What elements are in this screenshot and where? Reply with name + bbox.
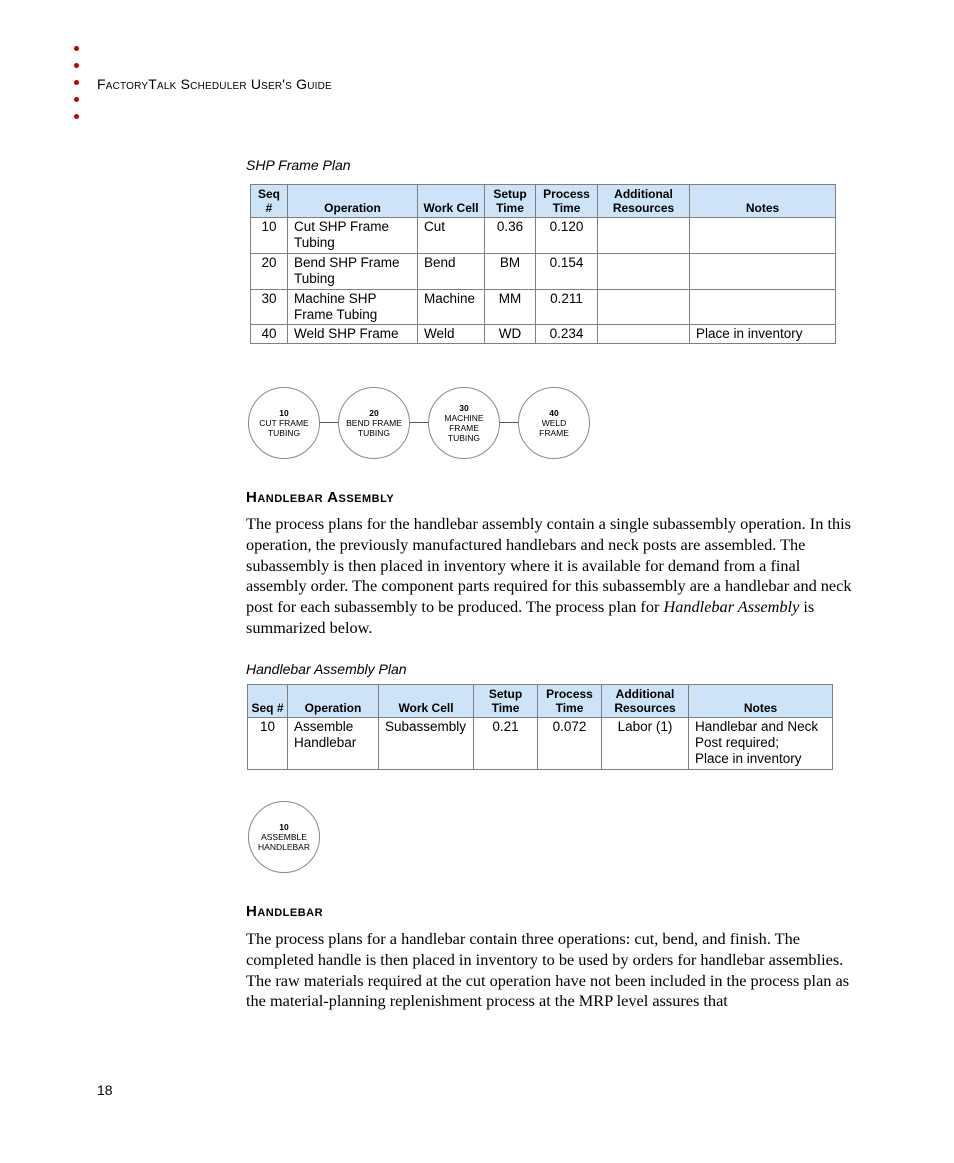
column-header: Work Cell	[418, 185, 485, 218]
node-seq: 20	[369, 408, 379, 418]
flow-node-bend-frame-tubing	[338, 387, 410, 459]
node-seq: 10	[279, 408, 289, 418]
flow-node-weld-frame	[518, 387, 590, 459]
table-cell: Machine	[418, 290, 485, 325]
table-cell	[598, 290, 690, 325]
table-row	[251, 218, 836, 254]
node-seq: 10	[279, 822, 289, 832]
note-line: Place in inventory	[695, 751, 802, 766]
table-cell: Labor (1)	[602, 718, 689, 770]
table-cell: Subassembly	[379, 718, 474, 770]
bullet-icon	[74, 80, 79, 85]
node-seq: 30	[459, 403, 469, 413]
node-label: BEND FRAME TUBING	[346, 418, 402, 438]
paragraph-text: The process plans for the handlebar assembly contain a single subassembly operation. In this operation, the previously manufactured handlebars and neck posts are assembled. The subassembly is then placed in inventory where it is available for demand from a final assembly order. The component parts required for this subassembly are a handlebar and neck post for each subassembly to be produced. The process plan for	[246, 514, 852, 617]
table-cell: 10	[251, 218, 288, 254]
table-cell: Bend	[418, 254, 485, 290]
column-header: Operation	[288, 685, 379, 718]
flow-node-assemble-handlebar	[248, 801, 320, 873]
table-cell: Cut SHP Frame Tubing	[288, 218, 418, 254]
table-cell: 10	[248, 718, 288, 770]
column-header: Work Cell	[379, 685, 474, 718]
section-heading-handlebar: Handlebar	[246, 903, 324, 920]
column-header: Setup Time	[474, 685, 538, 718]
paragraph-italic-text: Handlebar Assembly	[663, 597, 800, 617]
table-cell	[598, 254, 690, 290]
handlebar-assembly-table	[247, 684, 833, 770]
flow-connector	[498, 422, 520, 423]
column-header: Notes	[690, 185, 836, 218]
table-cell: 0.072	[538, 718, 602, 770]
flow-connector	[408, 422, 430, 423]
table-header-row	[248, 685, 833, 718]
column-header: Process Time	[538, 685, 602, 718]
node-label: MACHINE FRAME TUBING	[444, 413, 484, 443]
table-cell: Weld	[418, 325, 485, 344]
table-cell	[690, 218, 836, 254]
table-cell: BM	[485, 254, 536, 290]
column-header: Operation	[288, 185, 418, 218]
handlebar-assembly-caption: Handlebar Assembly Plan	[246, 661, 407, 677]
shp-frame-caption: SHP Frame Plan	[246, 157, 351, 173]
table-header-row	[251, 185, 836, 218]
table-cell: 40	[251, 325, 288, 344]
table-cell-notes	[689, 718, 833, 770]
flow-node-machine-frame-tubing	[428, 387, 500, 459]
table-row	[251, 325, 836, 344]
table-row	[251, 254, 836, 290]
table-cell: 20	[251, 254, 288, 290]
node-seq: 40	[549, 408, 559, 418]
bullet-icon	[74, 63, 79, 68]
table-cell: 0.36	[485, 218, 536, 254]
table-cell: Weld SHP Frame	[288, 325, 418, 344]
section-heading-handlebar-assembly: Handlebar Assembly	[246, 489, 395, 506]
table-cell: 0.154	[536, 254, 598, 290]
column-header: Seq #	[248, 685, 288, 718]
table-cell: 30	[251, 290, 288, 325]
bullet-icon	[74, 46, 79, 51]
table-cell: 0.21	[474, 718, 538, 770]
table-cell: Bend SHP Frame Tubing	[288, 254, 418, 290]
node-label: WELD FRAME	[539, 418, 569, 438]
table-cell	[690, 254, 836, 290]
table-cell: Cut	[418, 218, 485, 254]
bullet-icon	[74, 97, 79, 102]
table-cell	[598, 325, 690, 344]
column-header: Notes	[689, 685, 833, 718]
column-header: Seq #	[251, 185, 288, 218]
table-cell	[598, 218, 690, 254]
table-cell: 0.120	[536, 218, 598, 254]
handlebar-assembly-paragraph	[246, 514, 858, 639]
bullet-icon	[74, 114, 79, 119]
table-row	[251, 290, 836, 325]
shp-frame-table	[250, 184, 836, 344]
table-cell: WD	[485, 325, 536, 344]
handlebar-paragraph: The process plans for a handlebar contain three operations: cut, bend, and finish. The completed handle is then placed in inventory to be used by orders for handlebar assemblies. The raw materials required at the cut operation have not been included in the process plan as the material-planning replenishment process at the MRP level assures that	[246, 929, 850, 1011]
flow-connector	[318, 422, 340, 423]
column-header: Additional Resources	[598, 185, 690, 218]
column-header: Process Time	[536, 185, 598, 218]
table-row	[248, 718, 833, 770]
running-header-title: FactoryTalk Scheduler User's Guide	[97, 76, 332, 92]
table-cell: 0.211	[536, 290, 598, 325]
table-cell: Assemble Handlebar	[288, 718, 379, 770]
table-cell: Place in inventory	[690, 325, 836, 344]
note-line: Handlebar and Neck Post required;	[695, 719, 819, 750]
column-header: Additional Resources	[602, 685, 689, 718]
table-cell: 0.234	[536, 325, 598, 344]
table-cell: MM	[485, 290, 536, 325]
paragraph-text: is summarized below.	[246, 597, 815, 637]
table-cell	[690, 290, 836, 325]
node-label: CUT FRAME TUBING	[259, 418, 309, 438]
column-header: Setup Time	[485, 185, 536, 218]
flow-node-cut-frame-tubing	[248, 387, 320, 459]
node-label: ASSEMBLE HANDLEBAR	[258, 832, 310, 852]
table-cell: Machine SHP Frame Tubing	[288, 290, 418, 325]
page-number: 18	[97, 1082, 113, 1098]
